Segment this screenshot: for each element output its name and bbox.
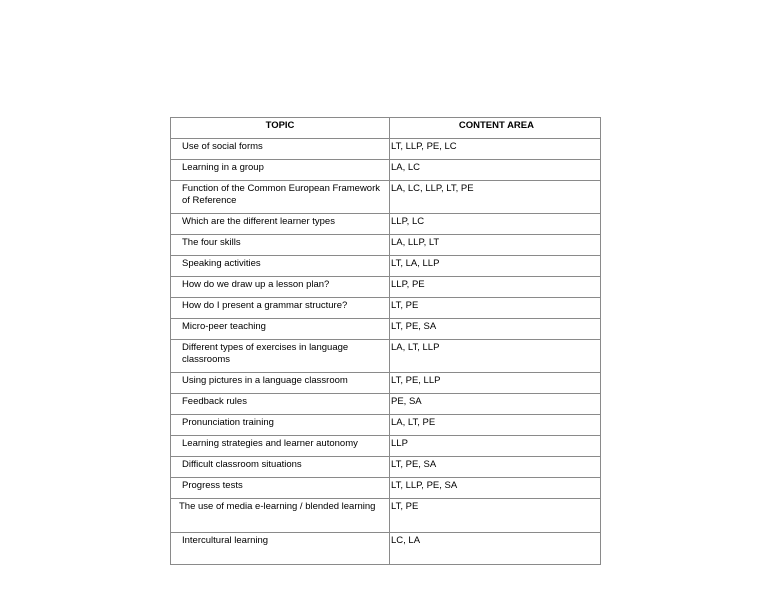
content-area-cell: LC, LA xyxy=(390,533,601,565)
content-area-cell: LA, LT, PE xyxy=(390,415,601,436)
content-area-cell: LT, PE, SA xyxy=(390,319,601,340)
topic-cell: Pronunciation training xyxy=(171,415,390,436)
table-row xyxy=(171,214,601,235)
topic-column-header: TOPIC xyxy=(171,118,390,139)
table-row xyxy=(171,181,601,214)
table-row xyxy=(171,478,601,499)
topic-cell: Difficult classroom situations xyxy=(171,457,390,478)
topic-cell: Which are the different learner types xyxy=(171,214,390,235)
table-row xyxy=(171,340,601,373)
topic-cell: The use of media e-learning / blended learning xyxy=(171,499,390,533)
content-area-cell: LLP, LC xyxy=(390,214,601,235)
table-row xyxy=(171,415,601,436)
content-area-cell: LT, PE, SA xyxy=(390,457,601,478)
content-area-cell: LT, PE xyxy=(390,298,601,319)
table-header-row xyxy=(171,118,601,139)
content-area-cell: LT, PE, LLP xyxy=(390,373,601,394)
topic-cell: The four skills xyxy=(171,235,390,256)
table-row xyxy=(171,533,601,565)
content-area-column-header: CONTENT AREA xyxy=(390,118,601,139)
topic-cell: Learning in a group xyxy=(171,160,390,181)
topic-cell: Progress tests xyxy=(171,478,390,499)
topic-cell: How do I present a grammar structure? xyxy=(171,298,390,319)
table-row xyxy=(171,373,601,394)
table-row xyxy=(171,499,601,533)
table-row xyxy=(171,160,601,181)
content-area-cell: LA, LC, LLP, LT, PE xyxy=(390,181,601,214)
topic-cell: Different types of exercises in language classrooms xyxy=(171,340,390,373)
content-area-cell: LA, LLP, LT xyxy=(390,235,601,256)
content-area-cell: LT, LA, LLP xyxy=(390,256,601,277)
table-row xyxy=(171,139,601,160)
content-area-cell: LT, LLP, PE, LC xyxy=(390,139,601,160)
topic-content-table xyxy=(170,117,601,565)
topic-cell: Speaking activities xyxy=(171,256,390,277)
table-row xyxy=(171,457,601,478)
topic-cell: Feedback rules xyxy=(171,394,390,415)
content-area-cell: LT, PE xyxy=(390,499,601,533)
content-area-cell: LLP xyxy=(390,436,601,457)
table-row xyxy=(171,298,601,319)
table-row xyxy=(171,319,601,340)
topic-cell: How do we draw up a lesson plan? xyxy=(171,277,390,298)
content-area-cell: LA, LC xyxy=(390,160,601,181)
table-row xyxy=(171,235,601,256)
content-area-cell: LT, LLP, PE, SA xyxy=(390,478,601,499)
content-area-cell: LA, LT, LLP xyxy=(390,340,601,373)
topic-cell: Intercultural learning xyxy=(171,533,390,565)
table-row xyxy=(171,394,601,415)
topic-cell: Use of social forms xyxy=(171,139,390,160)
content-area-cell: PE, SA xyxy=(390,394,601,415)
topic-cell: Learning strategies and learner autonomy xyxy=(171,436,390,457)
content-area-cell: LLP, PE xyxy=(390,277,601,298)
topic-cell: Micro-peer teaching xyxy=(171,319,390,340)
table-row xyxy=(171,436,601,457)
table-row xyxy=(171,256,601,277)
topic-cell: Using pictures in a language classroom xyxy=(171,373,390,394)
topic-cell: Function of the Common European Framework of Reference xyxy=(171,181,390,214)
table-row xyxy=(171,277,601,298)
